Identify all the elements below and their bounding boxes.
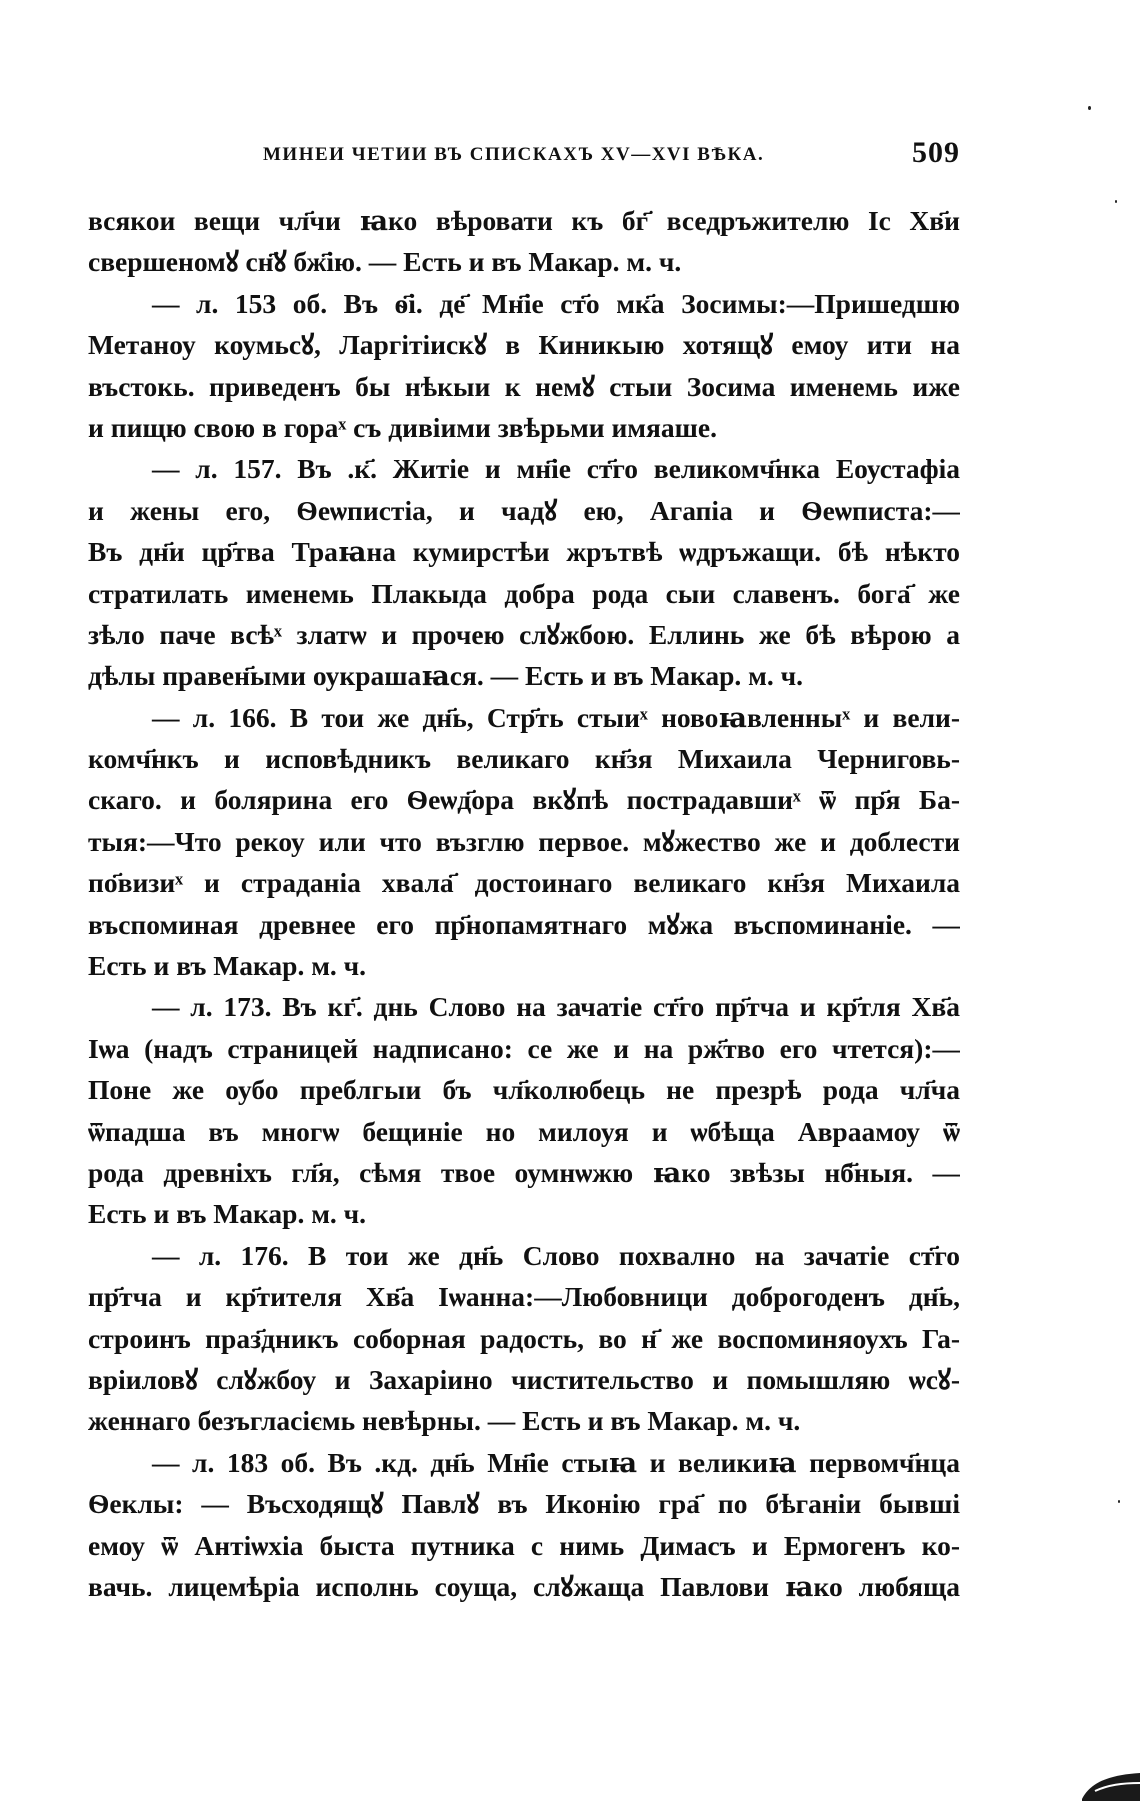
text-line: Поне же оубо преблгыи бъ чл҃колюбець не презрѣ рода чл҃ча — [88, 1074, 960, 1106]
text-line: женнаго безъгласіємь невѣрны. — Есть и въ Макар. м. ч. — [88, 1405, 801, 1437]
text-line: — л. 153 об. Въ ѳ҃і. де҃ Мн҃іе ст҃о мк҃а Зосимы:—Пришедшю — [152, 287, 960, 319]
text-line: въстокь. приведенъ бы нѣкыи к немꙋ стыи Зосима именемь иже — [88, 370, 960, 402]
text-line: — л. 166. В тои же дн҃ь, Стр҃ть стыиˣ новоꙗвленныˣ и вели- — [152, 701, 960, 733]
text-line: тыя:—Что рекоу или что възглю первое. мꙋжество же и доблести — [88, 825, 960, 857]
running-head — [88, 136, 960, 176]
text-line: Ѳеклы: — Въсходящꙋ Павлꙋ въ Иконію гра҃ по бѣганіи бывші — [88, 1488, 960, 1520]
text-line: комч҃нкъ и исповѣдникъ великаго кн҃зя Михаила Черниговь- — [88, 743, 960, 775]
text-line: — л. 157. Въ .к҃. Житіе и мн҃іе ст҃го великомч҃нка Еоустафіа — [152, 453, 960, 485]
text-line: Есть и въ Макар. м. ч. — [88, 950, 367, 982]
scan-speck — [1118, 1500, 1120, 1503]
text-line: рода древніхъ гл҃я, сѣмя твое оумнѡжю ꙗко звѣзы нб҃ныя. — — [88, 1156, 960, 1188]
text-line: — л. 173. Въ кг҃. днь Слово на зачатіе ст҃го пр҃тча и кр҃тля Хв҃а — [152, 991, 960, 1023]
text-line: Метаноу коумьсꙋ, Ларгітіискꙋ в Киникыю хотящꙋ емоу ити на — [88, 329, 960, 361]
text-line: емоу ѿ Антіѡхіа быста путника с нимь Димасъ и Ермогенъ ко- — [88, 1529, 960, 1561]
body-text — [88, 200, 960, 1607]
page-edge-mark — [990, 1761, 1140, 1801]
scan-speck — [1088, 106, 1091, 110]
text-line: вачь. лицемѣріа исполнь соуща, слꙋжаща Павлови ꙗко любяща — [88, 1570, 960, 1602]
text-line: Есть и въ Макар. м. ч. — [88, 1198, 367, 1230]
text-line: дѣлы правен҃ыми оукрашаꙗся. — Есть и въ Макар. м. ч. — [88, 660, 804, 692]
text-line: въспоминая древнее его пр҃нопамятнаго мꙋжа въспоминаніе. — — [88, 908, 960, 940]
text-line: зѣло паче всѣˣ златѡ и прочею слꙋжбою. Еллинь же бѣ вѣрою а — [88, 618, 960, 650]
text-line: всякои вещи чл҃чи ꙗко вѣровати къ бг҃ вседръжителю Іс Хв҃и — [88, 205, 960, 236]
text-line: Іѡа (надъ страницей надписано: се же и на рж҃тво его чтется):— — [88, 1032, 960, 1064]
scan-speck — [1115, 200, 1117, 203]
running-title: МИНЕИ ЧЕТИИ ВЪ СПИСКАХЪ XV—XVI ВѢКА. — [263, 144, 765, 165]
text-line: вріиловꙋ слꙋжбоу и Захаріино чиститeльство и помышляю ѡсꙋ- — [88, 1363, 960, 1395]
page-number: 509 — [912, 136, 960, 169]
text-line: по҃визиˣ и страданіа хвала҃ достоинаго великаго кн҃зя Михаила — [88, 867, 960, 899]
text-line: — л. 176. В тои же дн҃ь Слово похвално на зачатіе ст҃го — [152, 1239, 960, 1271]
text-line: и пищю свою в гораˣ съ дивіими звѣрьми имяаше. — [88, 411, 717, 443]
text-line: свершеномꙋ сн҃ꙋ бж҃ію. — Есть и въ Макар. м. ч. — [88, 246, 682, 278]
text-line: пр҃тча и кр҃тителя Хв҃а Іѡанна:—Любовници доброгоденъ дн҃ь, — [88, 1281, 960, 1313]
text-line: скаго. и болярина его Ѳеѡд҃ора вкꙋпѣ пострадавшиˣ ѿ пр҃я Ба- — [88, 784, 960, 816]
text-line: строинъ праз҃дникъ соборная радость, во н҃ же воспоминяоухъ Га- — [88, 1322, 960, 1354]
text-line: ѿпадша въ многѡ бещиніе но милоуя и ѡбѣща Авраамоу ѿ — [88, 1115, 960, 1147]
text-line: и жены его, Ѳеѡпистіа, и чадꙋ ею, Агапіа и Ѳеѡписта:— — [88, 494, 960, 526]
text-line: стратилать именемь Плакыда добра рода сыи славенъ. бога҃ же — [88, 577, 960, 609]
text-line: — л. 183 об. Въ .кд. дн҃ь Мн҃іе стыꙗ и великиꙗ первомч҃нца — [152, 1446, 960, 1478]
text-line: Въ дн҃и цр҃тва Траꙗна кумирстѣи жрътвѣ ѡдръжащи. бѣ нѣкто — [88, 536, 960, 568]
